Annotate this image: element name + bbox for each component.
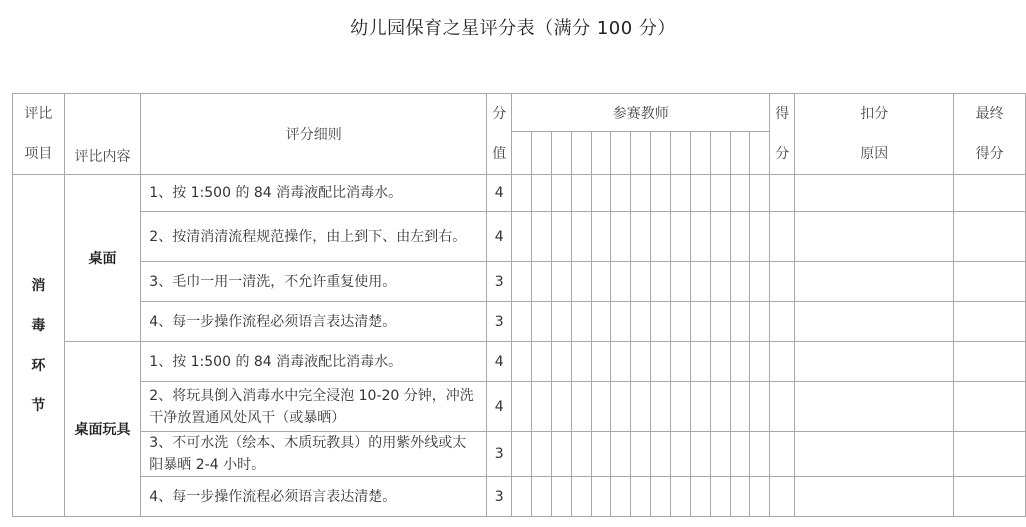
- teacher-score-cell[interactable]: [512, 382, 532, 432]
- teacher-subcolumn-header: [551, 132, 571, 175]
- teacher-score-cell[interactable]: [710, 175, 730, 212]
- header-final-line1: 最终: [975, 106, 1004, 122]
- teacher-score-cell[interactable]: [571, 212, 591, 262]
- deduct-reason-cell[interactable]: [795, 175, 954, 212]
- final-score-cell[interactable]: [954, 302, 1026, 342]
- teacher-score-cell[interactable]: [690, 342, 710, 382]
- teacher-score-cell[interactable]: [651, 212, 671, 262]
- final-score-cell[interactable]: [954, 477, 1026, 517]
- table-row: [13, 175, 1026, 212]
- teacher-score-cell[interactable]: [671, 302, 691, 342]
- teacher-score-cell[interactable]: [571, 302, 591, 342]
- teacher-score-cell[interactable]: [571, 342, 591, 382]
- teacher-score-cell[interactable]: [591, 477, 611, 517]
- teacher-score-cell[interactable]: [651, 175, 671, 212]
- rule-points: 3: [487, 262, 512, 302]
- teacher-score-cell[interactable]: [532, 175, 552, 212]
- teacher-score-cell[interactable]: [631, 342, 651, 382]
- table-row: [13, 342, 1026, 382]
- header-final-score: [954, 94, 1026, 175]
- teacher-score-cell[interactable]: [532, 432, 552, 477]
- deduct-reason-cell[interactable]: [795, 262, 954, 302]
- section-label: [13, 175, 65, 517]
- teacher-score-cell[interactable]: [631, 262, 651, 302]
- teacher-score-cell[interactable]: [730, 302, 750, 342]
- teacher-score-cell[interactable]: [532, 262, 552, 302]
- teacher-score-cell[interactable]: [671, 382, 691, 432]
- teacher-score-cell[interactable]: [750, 212, 770, 262]
- teacher-score-cell[interactable]: [651, 432, 671, 477]
- teacher-score-cell[interactable]: [710, 342, 730, 382]
- teacher-score-cell[interactable]: [671, 477, 691, 517]
- teacher-score-cell[interactable]: [591, 302, 611, 342]
- header-deduct-line2: 原因: [860, 146, 889, 162]
- teacher-score-cell[interactable]: [591, 262, 611, 302]
- deduct-reason-cell[interactable]: [795, 432, 954, 477]
- header-rules: [141, 94, 487, 175]
- header-item: [13, 94, 65, 175]
- teacher-score-cell[interactable]: [611, 382, 631, 432]
- deduct-reason-cell[interactable]: [795, 212, 954, 262]
- teacher-score-cell[interactable]: [611, 432, 631, 477]
- teacher-score-cell[interactable]: [611, 262, 631, 302]
- teacher-subcolumn-header: [591, 132, 611, 175]
- teacher-score-cell[interactable]: [730, 175, 750, 212]
- teacher-subcolumn-header: [710, 132, 730, 175]
- teacher-score-cell[interactable]: [631, 302, 651, 342]
- score-cell[interactable]: [770, 302, 795, 342]
- teacher-score-cell[interactable]: [750, 342, 770, 382]
- header-item-line1: 评比: [24, 106, 53, 122]
- teacher-subcolumn-header: [651, 132, 671, 175]
- teacher-subcolumn-header: [671, 132, 691, 175]
- group-name: 桌面: [64, 175, 141, 342]
- score-cell[interactable]: [770, 382, 795, 432]
- teacher-score-cell[interactable]: [551, 175, 571, 212]
- teacher-subcolumn-header: [631, 132, 651, 175]
- teacher-score-cell[interactable]: [710, 262, 730, 302]
- teacher-score-cell[interactable]: [651, 302, 671, 342]
- deduct-reason-cell[interactable]: [795, 342, 954, 382]
- rule-text: 3、毛巾一用一清洗，不允许重复使用。: [141, 262, 487, 302]
- teacher-score-cell[interactable]: [651, 342, 671, 382]
- teacher-score-cell[interactable]: [551, 212, 571, 262]
- teacher-score-cell[interactable]: [710, 302, 730, 342]
- teacher-score-cell[interactable]: [730, 432, 750, 477]
- teacher-score-cell[interactable]: [710, 432, 730, 477]
- teacher-subcolumn-header: [750, 132, 770, 175]
- teacher-score-cell[interactable]: [512, 432, 532, 477]
- header-value: [487, 94, 512, 175]
- teacher-score-cell[interactable]: [730, 342, 750, 382]
- teacher-score-cell[interactable]: [571, 262, 591, 302]
- table-row: [13, 432, 1026, 477]
- teacher-score-cell[interactable]: [611, 175, 631, 212]
- teacher-score-cell[interactable]: [690, 262, 710, 302]
- teacher-subcolumn-header: [532, 132, 552, 175]
- teacher-score-cell[interactable]: [730, 262, 750, 302]
- teacher-score-cell[interactable]: [591, 342, 611, 382]
- rule-points: 4: [487, 382, 512, 432]
- header-content: [64, 94, 141, 175]
- teacher-score-cell[interactable]: [651, 382, 671, 432]
- teacher-score-cell[interactable]: [631, 477, 651, 517]
- teacher-score-cell[interactable]: [631, 382, 651, 432]
- final-score-cell[interactable]: [954, 212, 1026, 262]
- score-table-body: [13, 94, 1026, 517]
- teacher-score-cell[interactable]: [651, 477, 671, 517]
- teacher-score-cell[interactable]: [690, 175, 710, 212]
- teacher-score-cell[interactable]: [750, 477, 770, 517]
- section-label-char: 毒: [31, 317, 46, 334]
- rule-text: 2、将玩具倒入消毒水中完全浸泡 10-20 分钟，冲洗干净放置通风处风干（或暴晒）: [141, 382, 487, 432]
- rule-text: 1、按 1:500 的 84 消毒液配比消毒水。: [141, 175, 487, 212]
- teacher-score-cell[interactable]: [631, 432, 651, 477]
- teacher-score-cell[interactable]: [611, 342, 631, 382]
- teacher-score-cell[interactable]: [631, 175, 651, 212]
- rule-points: 3: [487, 432, 512, 477]
- rule-text: 4、每一步操作流程必须语言表达清楚。: [141, 302, 487, 342]
- teacher-score-cell[interactable]: [690, 477, 710, 517]
- header-score: [770, 94, 795, 175]
- rule-points: 4: [487, 175, 512, 212]
- teacher-score-cell[interactable]: [532, 342, 552, 382]
- score-cell[interactable]: [770, 262, 795, 302]
- teacher-score-cell[interactable]: [750, 262, 770, 302]
- teacher-score-cell[interactable]: [750, 302, 770, 342]
- header-value-line2: 值: [492, 146, 507, 162]
- final-score-cell[interactable]: [954, 342, 1026, 382]
- final-score-cell[interactable]: [954, 175, 1026, 212]
- table-row: [13, 262, 1026, 302]
- deduct-reason-cell[interactable]: [795, 302, 954, 342]
- teacher-score-cell[interactable]: [571, 175, 591, 212]
- rule-text: 4、每一步操作流程必须语言表达清楚。: [141, 477, 487, 517]
- teacher-score-cell[interactable]: [551, 342, 571, 382]
- group-name: 桌面玩具: [64, 342, 141, 517]
- teacher-score-cell[interactable]: [532, 302, 552, 342]
- teacher-score-cell[interactable]: [532, 382, 552, 432]
- teacher-subcolumn-header: [690, 132, 710, 175]
- teacher-score-cell[interactable]: [750, 382, 770, 432]
- teacher-score-cell[interactable]: [512, 262, 532, 302]
- teacher-score-cell[interactable]: [611, 302, 631, 342]
- teacher-score-cell[interactable]: [750, 175, 770, 212]
- teacher-score-cell[interactable]: [551, 477, 571, 517]
- table-row: [13, 212, 1026, 262]
- teacher-score-cell[interactable]: [651, 262, 671, 302]
- teacher-subcolumn-header: [571, 132, 591, 175]
- teacher-score-cell[interactable]: [690, 432, 710, 477]
- teacher-score-cell[interactable]: [690, 382, 710, 432]
- teacher-score-cell[interactable]: [611, 477, 631, 517]
- teacher-score-cell[interactable]: [571, 382, 591, 432]
- teacher-score-cell[interactable]: [512, 175, 532, 212]
- teacher-score-cell[interactable]: [671, 342, 691, 382]
- score-cell[interactable]: [770, 477, 795, 517]
- table-row: [13, 477, 1026, 517]
- score-table: [12, 93, 1026, 517]
- teacher-score-cell[interactable]: [571, 432, 591, 477]
- teacher-score-cell[interactable]: [591, 212, 611, 262]
- teacher-score-cell[interactable]: [551, 432, 571, 477]
- teacher-score-cell[interactable]: [710, 212, 730, 262]
- table-row: [13, 382, 1026, 432]
- score-cell[interactable]: [770, 212, 795, 262]
- teacher-score-cell[interactable]: [512, 212, 532, 262]
- header-score-line1: 得: [775, 106, 790, 122]
- teacher-score-cell[interactable]: [690, 212, 710, 262]
- rule-points: 4: [487, 342, 512, 382]
- teacher-score-cell[interactable]: [710, 477, 730, 517]
- teacher-subcolumn-header: [512, 132, 532, 175]
- teacher-score-cell[interactable]: [671, 262, 691, 302]
- teacher-score-cell[interactable]: [532, 477, 552, 517]
- rule-text: 3、不可水洗（绘本、木质玩教具）的用紫外线或太阳暴晒 2-4 小时。: [141, 432, 487, 477]
- teacher-subcolumn-header: [611, 132, 631, 175]
- header-rules-label: 评分细则: [285, 127, 342, 143]
- rule-text: 1、按 1:500 的 84 消毒液配比消毒水。: [141, 342, 487, 382]
- teacher-score-cell[interactable]: [730, 477, 750, 517]
- final-score-cell[interactable]: [954, 262, 1026, 302]
- section-label-char: 消: [31, 277, 46, 294]
- teacher-score-cell[interactable]: [671, 212, 691, 262]
- final-score-cell[interactable]: [954, 432, 1026, 477]
- page-title: 幼儿园保育之星评分表（满分 100 分）: [350, 18, 676, 39]
- section-label-char: 环: [31, 357, 46, 374]
- score-cell[interactable]: [770, 342, 795, 382]
- teacher-score-cell[interactable]: [591, 382, 611, 432]
- teacher-score-cell[interactable]: [730, 212, 750, 262]
- teacher-score-cell[interactable]: [671, 432, 691, 477]
- teacher-score-cell[interactable]: [532, 212, 552, 262]
- header-deduct-reason: [795, 94, 954, 175]
- final-score-cell[interactable]: [954, 382, 1026, 432]
- section-label-char: 节: [31, 397, 46, 414]
- header-score-line2: 分: [775, 146, 790, 162]
- deduct-reason-cell[interactable]: [795, 382, 954, 432]
- rule-text: 2、按清消清流程规范操作，由上到下、由左到右。: [141, 212, 487, 262]
- teacher-score-cell[interactable]: [671, 175, 691, 212]
- table-row: [13, 302, 1026, 342]
- header-value-line1: 分: [492, 106, 507, 122]
- teacher-score-cell[interactable]: [551, 302, 571, 342]
- teacher-score-cell[interactable]: [730, 382, 750, 432]
- teacher-score-cell[interactable]: [512, 342, 532, 382]
- score-cell[interactable]: [770, 175, 795, 212]
- rule-points: 3: [487, 477, 512, 517]
- header-teachers: [512, 94, 770, 132]
- teacher-score-cell[interactable]: [512, 477, 532, 517]
- teacher-subcolumn-header: [730, 132, 750, 175]
- teacher-score-cell[interactable]: [750, 432, 770, 477]
- deduct-reason-cell[interactable]: [795, 477, 954, 517]
- teacher-score-cell[interactable]: [512, 302, 532, 342]
- teacher-score-cell[interactable]: [551, 382, 571, 432]
- teacher-score-cell[interactable]: [710, 382, 730, 432]
- header-final-line2: 得分: [975, 146, 1004, 162]
- teacher-score-cell[interactable]: [571, 477, 591, 517]
- rule-points: 3: [487, 302, 512, 342]
- teacher-score-cell[interactable]: [591, 432, 611, 477]
- header-teachers-label: 参赛教师: [612, 105, 669, 122]
- header-deduct-line1: 扣分: [860, 106, 889, 122]
- teacher-score-cell[interactable]: [551, 262, 571, 302]
- rule-points: 4: [487, 212, 512, 262]
- teacher-score-cell[interactable]: [611, 212, 631, 262]
- header-item-line2: 项目: [24, 146, 53, 162]
- score-cell[interactable]: [770, 432, 795, 477]
- teacher-score-cell[interactable]: [591, 175, 611, 212]
- teacher-score-cell[interactable]: [631, 212, 651, 262]
- header-content-label: 评比内容: [74, 149, 131, 165]
- teacher-score-cell[interactable]: [690, 302, 710, 342]
